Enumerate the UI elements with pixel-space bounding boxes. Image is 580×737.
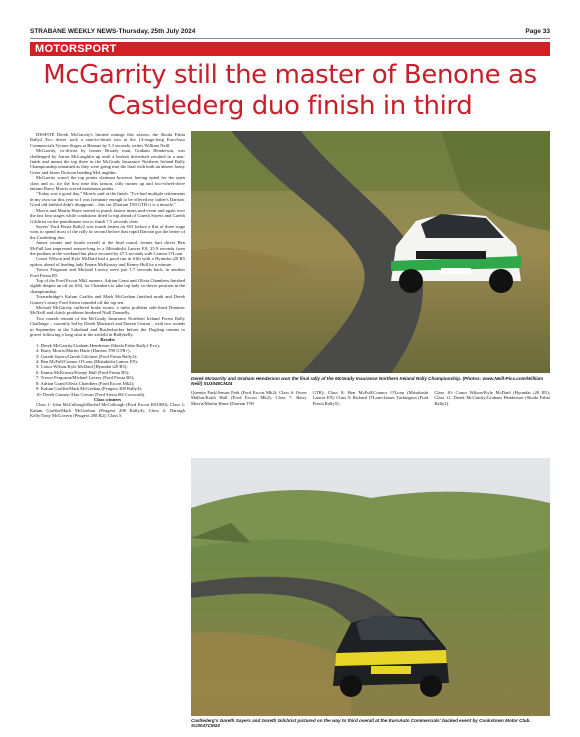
photo-caption-2: Castlederg's Gareth Sayers and Gareth Gilchrist pictured on the way to third overall at the EuroAuto Commercials' backed event by Cookstown Motor Club. SU3047CM24 bbox=[191, 718, 531, 729]
class-column: Quentin Park/Jenson Park (Ford Escort Mk2); Class 6: Owen Mallon/Keith Hull (Ford Escort Mk2); Class 7: Barry Morris/Martin Harte (Darrian T90 bbox=[191, 390, 307, 406]
article-body bbox=[30, 132, 185, 419]
result-line: 7: Trevor Ferguson/Michael Lavery (Ford Fiesta R5); bbox=[36, 375, 135, 381]
publication-date: STRABANE WEEKLY NEWS-Thursday, 25th July 2024 bbox=[30, 28, 196, 35]
results-heading: Results bbox=[100, 337, 115, 343]
rally-photo-fiesta bbox=[191, 458, 550, 716]
paragraph: Trevor Ferguson and Michael Lavery were just 1.7 seconds back, in another Ford Fiesta R5. bbox=[30, 267, 185, 278]
class-winners-text: Class 1: John McCullough/Rachel McCullough (Ford Escort RS1800); Class 2: Kalum Graffin/Mark McGeehan (Peugeot 208 Rally4); Class 4: Darragh Kelly/Tony McGovern (Peugeot 208 R2); Class 5: bbox=[30, 402, 185, 419]
photo-caption-1: Derek McGarrity and Graham Henderson won the final rally of the McGrady Insurance Northern Ireland Rally Championship. (Photos: www.Neill-Pics.com/William Neill) SU3046CM24 bbox=[191, 376, 544, 387]
result-line: 3: Gareth Sayers/Gareth Gilchrist (Ford Fiesta Rally2); bbox=[36, 353, 138, 359]
paragraph: DESPITE Derek McGarrity's limited outings this season, the Skoda Fabia Rally2 Evo driver took a start-to-finish win at the 14-stage-long EuroAuto Commercials Tyrone Stages at Benone by 5.3 seconds, writes William Neill. bbox=[30, 132, 185, 148]
result-line: 4: Ben McFull/Connor O'Loan (Mitsubishi Lancer E9); bbox=[36, 359, 138, 365]
section-label: MOTORSPORT bbox=[35, 43, 117, 55]
paragraph: Morris and Martin Harte started to punch fastest times mid-event and again over the last four stages while conditions dried to nip ahead of Gareth Sayers and Gareth Gilchrist on the penultimate test to finish 7.5 seconds clear. bbox=[30, 207, 185, 224]
paragraph: McGarrity, co-driven by former Broady man, Graham Henderson, was challenged by Aaron McLaughlin up until a broken driveshaft resulted in a non-finish and meant the top three in the McGrady Insurance Northern Ireland Rally Championship remained as they were going into the final with both an absent Jonny Greer and Jason Dickson heading McLaughlin. bbox=[30, 148, 185, 175]
result-line: 10: Derek Gurney/Alan Cowan (Ford Sierra RS Cosworth). bbox=[36, 391, 146, 397]
headline: McGarrity still the master of Benone as Castlederg duo finish in third bbox=[43, 60, 537, 121]
paragraph: Junior winner and fourth overall at the final round, former kart driver Ben McFull has impressed season-long in a Mitsubishi Lancer E9, 25.9 seconds from the podium at the weekend but place secured by 47.3 seconds with Connor O'Loan. bbox=[30, 240, 185, 256]
result-line: 6: Emma McKinstry/Kenny Hull (Ford Fiesta R5); bbox=[36, 369, 130, 375]
result-line: 5: Conor Wilson/Kyle McDaid (Hyundai i20 R5); bbox=[36, 364, 128, 370]
rally-photo-skoda bbox=[191, 131, 550, 373]
page-header bbox=[30, 28, 550, 39]
class-winners-continued bbox=[191, 390, 550, 406]
skoda-photo-illustration bbox=[191, 131, 550, 373]
paragraph: Toomebridge's Kalum Graffin and Mark McGeehan finished ninth and Derek Gurney's trusty Ford Sierra rounded off the top ten. bbox=[30, 294, 185, 305]
result-line: 2: Barry Morris/Martin Harte (Darrian T90 GTR+); bbox=[36, 348, 131, 354]
class-column: Class 10: Conor Wilson/Kyle McDaid (Hyundai i20 R5); Class 11: Derek McGarrity/Graham Henderson (Skoda Fabia Rally2). bbox=[434, 390, 551, 406]
page-number: Page 33 bbox=[525, 28, 550, 35]
class-winners-heading: Class winners bbox=[93, 396, 122, 402]
class-column: GTR); Class 8: Ben McFull/Connor O'Loan (Mitsubishi Lancer E9); Class 9: Richard O'Lone/James Turkington (Ford Fiesta Rally5); bbox=[312, 390, 429, 406]
section-bar bbox=[30, 42, 550, 56]
paragraph: Conor Wilson and Kyle McDaid had a good run in fifth with a Hyundai i20 R5 option, ahead of leading lady Emma McKinstry and Kenny Hull by a minute. bbox=[30, 256, 185, 267]
result-line: 9: Kalum Graffin/Mark McGeehan (Peugeot 208 Rally4); bbox=[36, 386, 143, 392]
fiesta-photo-illustration bbox=[191, 458, 550, 716]
paragraph: "Today was a good day," Morris said at the finish. "I've had multiple retirements in my own car this year so I was fortunate enough to be offered my father's Darrian. Good old faithful didn't disappoint – this car (Darrian T90 GTR+) is a missile." bbox=[30, 191, 185, 208]
paragraph: Top of the Ford Escort Mk2 runners, Adrian Grant and Olivia Chambers finished eighth despite an off on SS4, for Chambers to take top lady co-driver position in the championship. bbox=[30, 277, 185, 294]
result-line: 1: Derek McGarrity/Graham Henderson (Skoda Fabia Rally2 Evo); bbox=[36, 342, 160, 348]
paragraph: Sayers' Ford Fiesta Rally2 was fourth fastest on SS1 before a flirt of three stage wins to spend most of the rally in second before that rapid Darrian got the better of the Castlederg duo. bbox=[30, 223, 185, 240]
paragraph: McGarrity wasn't the top points claimant however having opted for the open class and so, for the first time this season, rally runner up and two-wheel-drive entrant Barry Morris scored maximum points. bbox=[30, 175, 185, 192]
paragraph: Michael McGarrity suffered brake issues, a turbo problem side-lined Dominic McNeill and clutch problems hindered Niall Donnelly. bbox=[30, 305, 185, 316]
result-line: 8: Adrian Grant/Olivia Chambers (Ford Escort Mk2); bbox=[36, 380, 135, 386]
paragraph: Two rounds remain of the McGrady Insurance Northern Ireland Forest Rally Challenge – currently led by Derek Mackarel and Darren Curran – with two rounds in September at the Lakeland and Bushwhacker before the Dogleap returns to gravel following a long stint at the airfield in Ballykelly. bbox=[30, 315, 185, 338]
